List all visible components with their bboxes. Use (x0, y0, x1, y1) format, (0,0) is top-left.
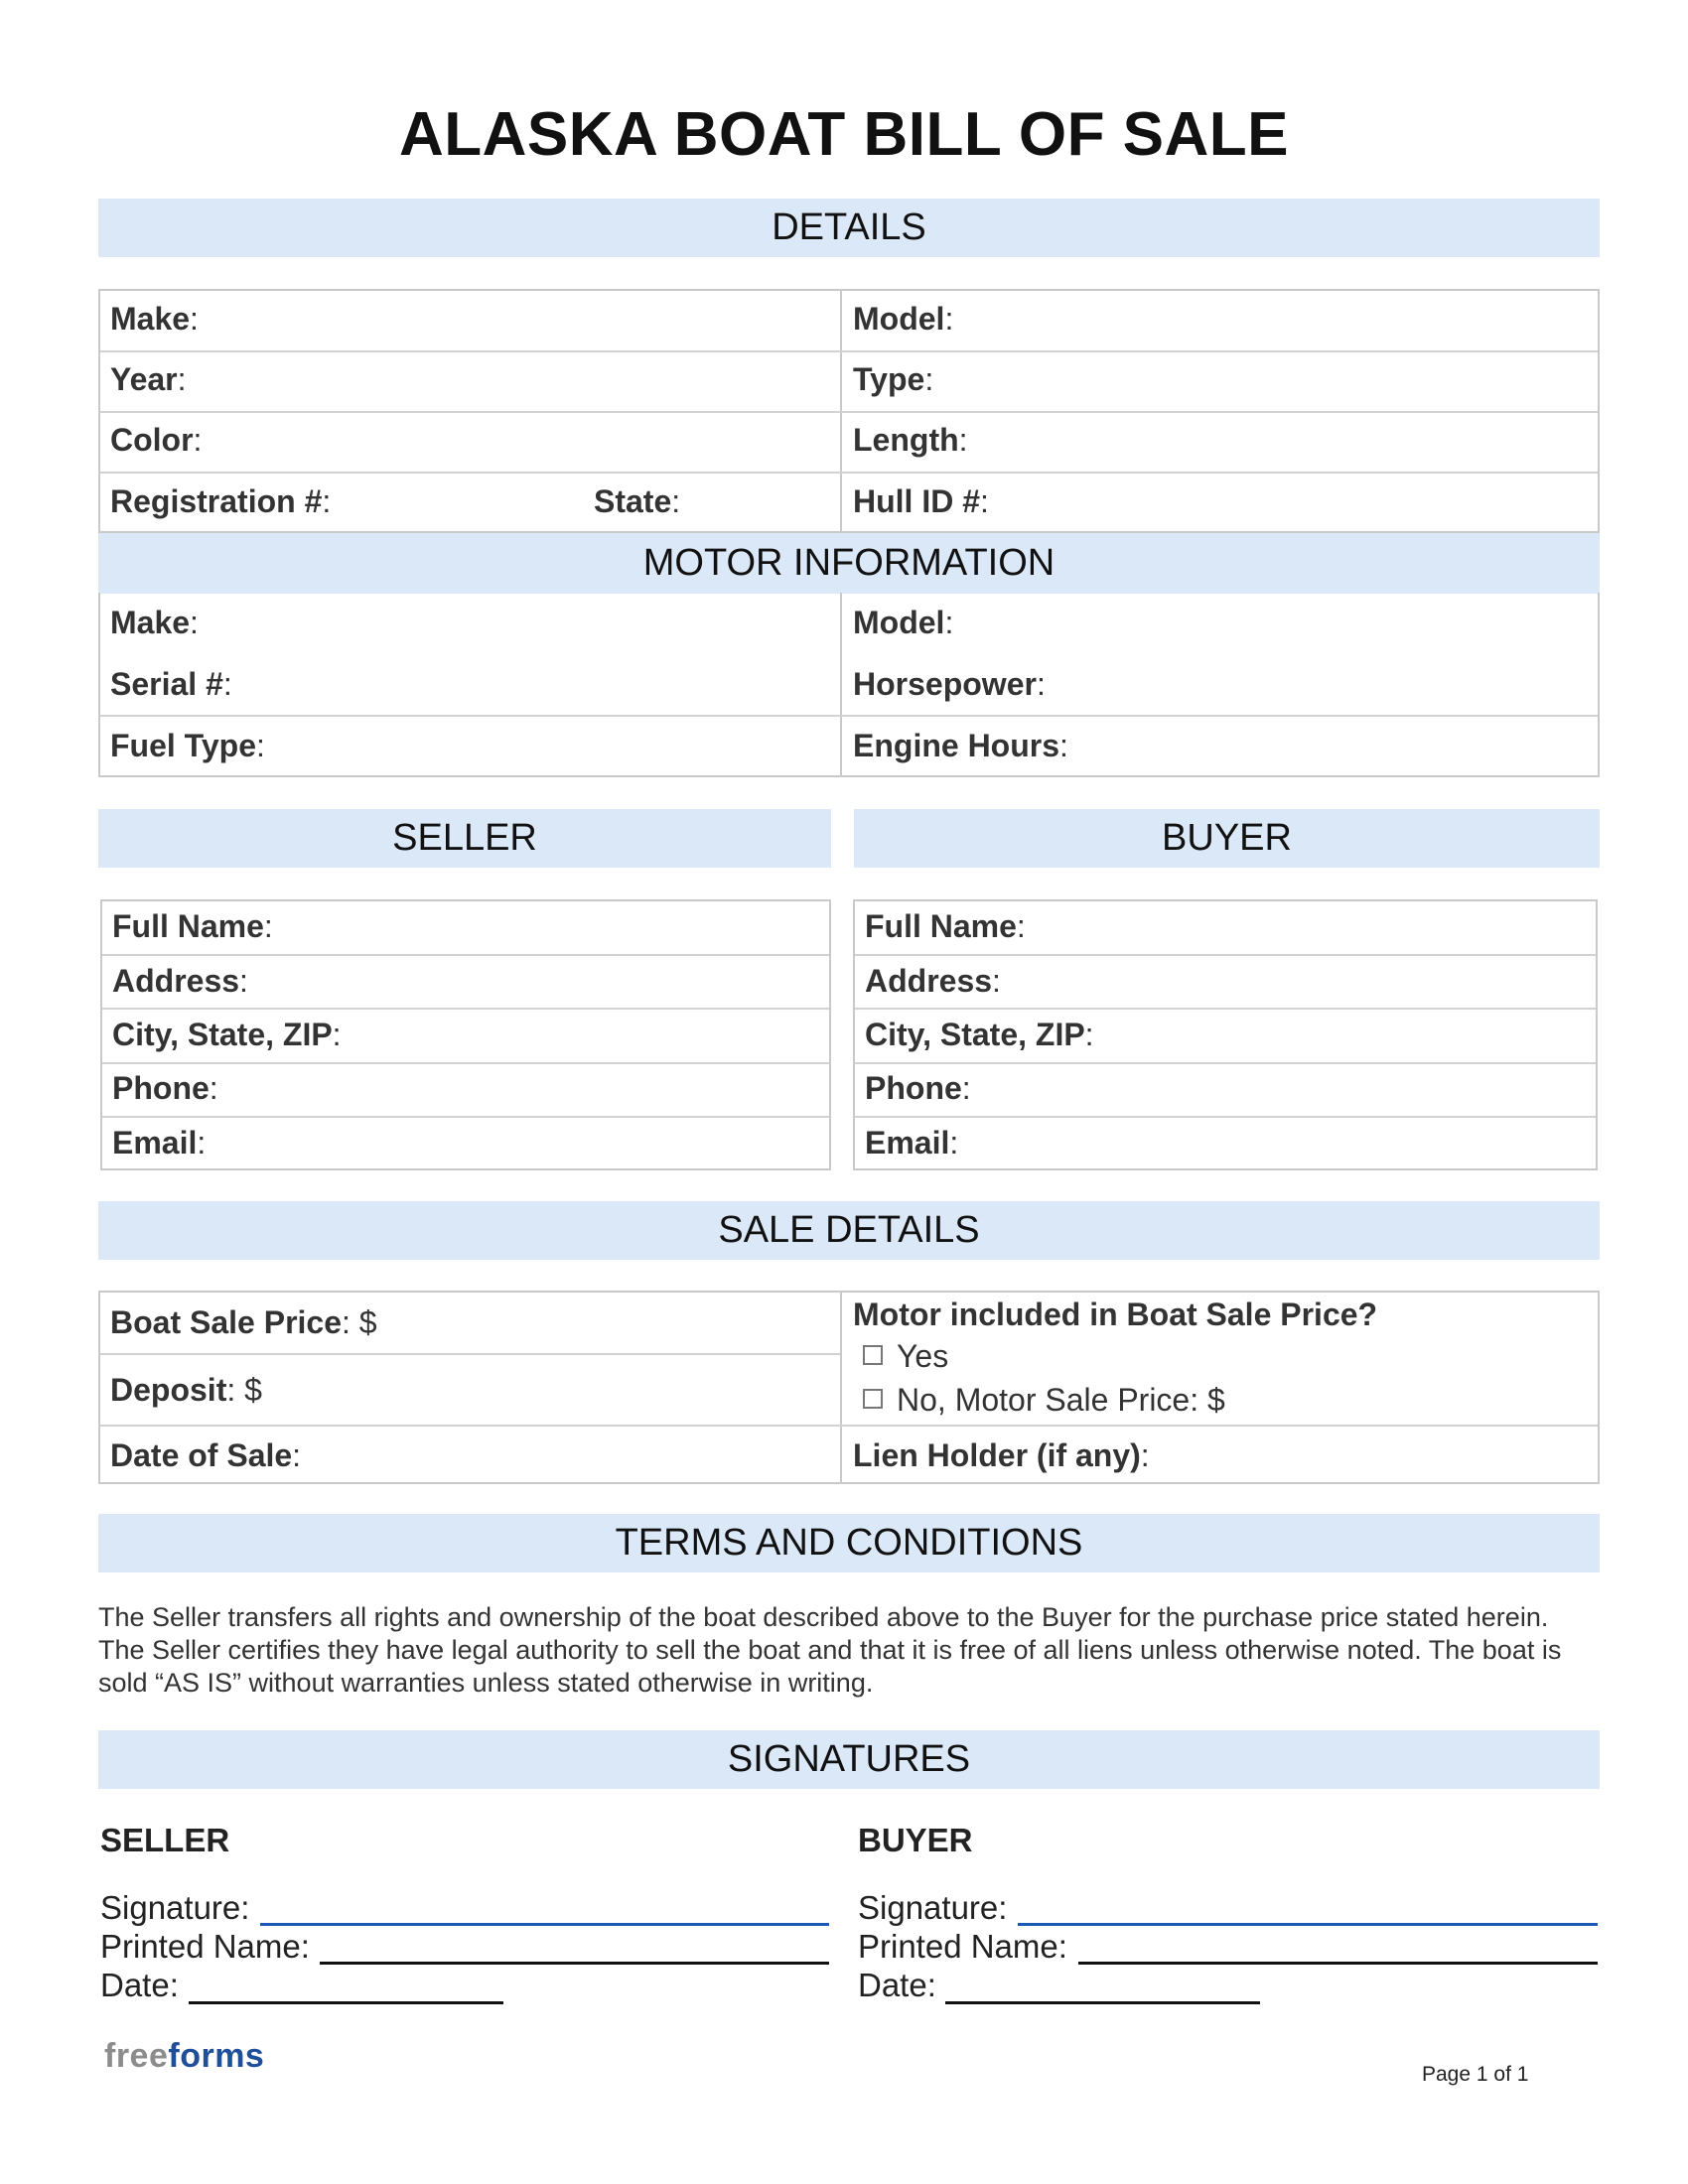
motor-make-field[interactable]: Make: (110, 605, 199, 640)
field-label: City, State, ZIP (865, 1017, 1085, 1052)
divider (100, 350, 1598, 352)
buyer-signature-heading: BUYER (858, 1822, 973, 1858)
field-label: Make (110, 605, 191, 640)
buyer-date-label: Date: (858, 1967, 936, 2003)
seller-phone-field[interactable]: Phone: (112, 1070, 218, 1106)
field-label: City, State, ZIP (112, 1017, 333, 1052)
seller-city-state-zip-field[interactable]: City, State, ZIP: (112, 1017, 342, 1052)
field-label: Model (853, 301, 945, 337)
seller-printed-name-label: Printed Name: (100, 1928, 310, 1965)
field-label: Lien Holder (if any) (853, 1437, 1141, 1473)
year-field[interactable]: Year: (110, 361, 187, 397)
divider (100, 411, 1598, 413)
divider (102, 954, 829, 956)
field-label: Year (110, 361, 178, 397)
signatures-header: SIGNATURES (98, 1730, 1600, 1789)
field-label: Hull ID # (853, 483, 981, 519)
divider (100, 1425, 1598, 1427)
date-of-sale-field[interactable]: Date of Sale: (110, 1437, 302, 1473)
buyer-header: BUYER (854, 809, 1600, 868)
motor-model-field[interactable]: Model: (853, 605, 954, 640)
terms-text: The Seller transfers all rights and ownership of the boat described above to the Buyer for the purchase price stated herein. The Seller certifies they have legal authority to sell the boat and that it is free of all liens unless otherwise noted. The boat is sold “AS IS” without warranties unless stated otherwise in writing. (98, 1602, 1562, 1698)
freeforms-logo: freeforms (104, 2037, 265, 2075)
field-label: Address (865, 963, 993, 999)
terms-header: TERMS AND CONDITIONS (98, 1514, 1600, 1572)
serial-field[interactable]: Serial #: (110, 666, 232, 702)
divider (855, 1062, 1596, 1064)
fuel-type-field[interactable]: Fuel Type: (110, 728, 265, 763)
field-label: Phone (865, 1070, 962, 1106)
divider (840, 593, 842, 775)
divider (855, 954, 1596, 956)
buyer-signature-label: Signature: (858, 1889, 1008, 1926)
state-field[interactable]: State: (594, 483, 681, 519)
boat-sale-price-field[interactable]: Boat Sale Price: $ (110, 1304, 377, 1340)
sale-details-table (98, 1291, 1600, 1484)
motor-header: MOTOR INFORMATION (98, 533, 1600, 594)
divider (855, 1008, 1596, 1010)
field-label: Boat Sale Price (110, 1304, 342, 1340)
seller-signature-label: Signature: (100, 1889, 250, 1926)
engine-hours-field[interactable]: Engine Hours: (853, 728, 1068, 763)
motor-included-question: Motor included in Boat Sale Price? (853, 1297, 1378, 1332)
field-label: Engine Hours (853, 728, 1060, 763)
seller-address-field[interactable]: Address: (112, 963, 248, 999)
sale-details-header: SALE DETAILS (98, 1201, 1600, 1260)
details-table (98, 289, 1600, 533)
field-label: Email (112, 1125, 198, 1160)
type-field[interactable]: Type: (853, 361, 934, 397)
field-label: Full Name (112, 908, 264, 944)
field-label: Phone (112, 1070, 210, 1106)
field-label: Serial # (110, 666, 223, 702)
checkbox-icon[interactable] (863, 1389, 883, 1409)
seller-email-field[interactable]: Email: (112, 1125, 207, 1160)
field-label: Registration # (110, 483, 323, 519)
buyer-phone-field[interactable]: Phone: (865, 1070, 971, 1106)
seller-date-line[interactable] (189, 2001, 503, 2004)
motor-included-yes-option[interactable]: Yes (853, 1338, 948, 1375)
buyer-printed-name-line[interactable] (1078, 1962, 1598, 1965)
make-field[interactable]: Make: (110, 301, 199, 337)
field-label: State (594, 483, 672, 519)
seller-full-name-field[interactable]: Full Name: (112, 908, 273, 944)
seller-signature-line[interactable] (260, 1923, 829, 1926)
horsepower-field[interactable]: Horsepower: (853, 666, 1046, 702)
field-label: Email (865, 1125, 950, 1160)
lien-holder-field[interactable]: Lien Holder (if any): (853, 1437, 1150, 1473)
divider (102, 1008, 829, 1010)
field-label: Address (112, 963, 240, 999)
hull-id-field[interactable]: Hull ID #: (853, 483, 989, 519)
page-title: ALASKA BOAT BILL OF SALE (398, 100, 1290, 169)
seller-header: SELLER (98, 809, 831, 868)
buyer-signature-line[interactable] (1018, 1923, 1598, 1926)
divider (102, 1062, 829, 1064)
motor-included-no-option[interactable]: No, Motor Sale Price: $ (853, 1382, 1225, 1419)
buyer-full-name-field[interactable]: Full Name: (865, 908, 1026, 944)
divider (100, 715, 1598, 717)
field-label: Make (110, 301, 191, 337)
checkbox-icon[interactable] (863, 1345, 883, 1365)
buyer-date-line[interactable] (945, 2001, 1260, 2004)
field-label: Color (110, 422, 194, 458)
page-number: Page 1 of 1 (1422, 2063, 1529, 2086)
divider (840, 1293, 842, 1484)
deposit-field[interactable]: Deposit: $ (110, 1372, 262, 1408)
field-label: Full Name (865, 908, 1017, 944)
buyer-city-state-zip-field[interactable]: City, State, ZIP: (865, 1017, 1094, 1052)
length-field[interactable]: Length: (853, 422, 968, 458)
color-field[interactable]: Color: (110, 422, 203, 458)
registration-field[interactable]: Registration #: (110, 483, 332, 519)
buyer-address-field[interactable]: Address: (865, 963, 1001, 999)
field-label: Deposit (110, 1372, 227, 1408)
seller-signature-heading: SELLER (100, 1822, 230, 1858)
field-label: Fuel Type (110, 728, 256, 763)
field-label: Model (853, 605, 945, 640)
field-label: Length (853, 422, 959, 458)
buyer-printed-name-label: Printed Name: (858, 1928, 1067, 1965)
model-field[interactable]: Model: (853, 301, 954, 337)
field-label: Type (853, 361, 925, 397)
buyer-email-field[interactable]: Email: (865, 1125, 959, 1160)
divider (855, 1116, 1596, 1118)
seller-table (100, 899, 831, 1170)
divider (102, 1116, 829, 1118)
seller-date-label: Date: (100, 1967, 179, 2003)
details-header: DETAILS (98, 199, 1600, 257)
divider (100, 1353, 840, 1355)
field-label: Horsepower (853, 666, 1037, 702)
field-label: Date of Sale (110, 1437, 293, 1473)
divider (100, 472, 1598, 474)
seller-printed-name-line[interactable] (320, 1962, 829, 1965)
buyer-table (853, 899, 1598, 1170)
motor-table (98, 593, 1600, 777)
